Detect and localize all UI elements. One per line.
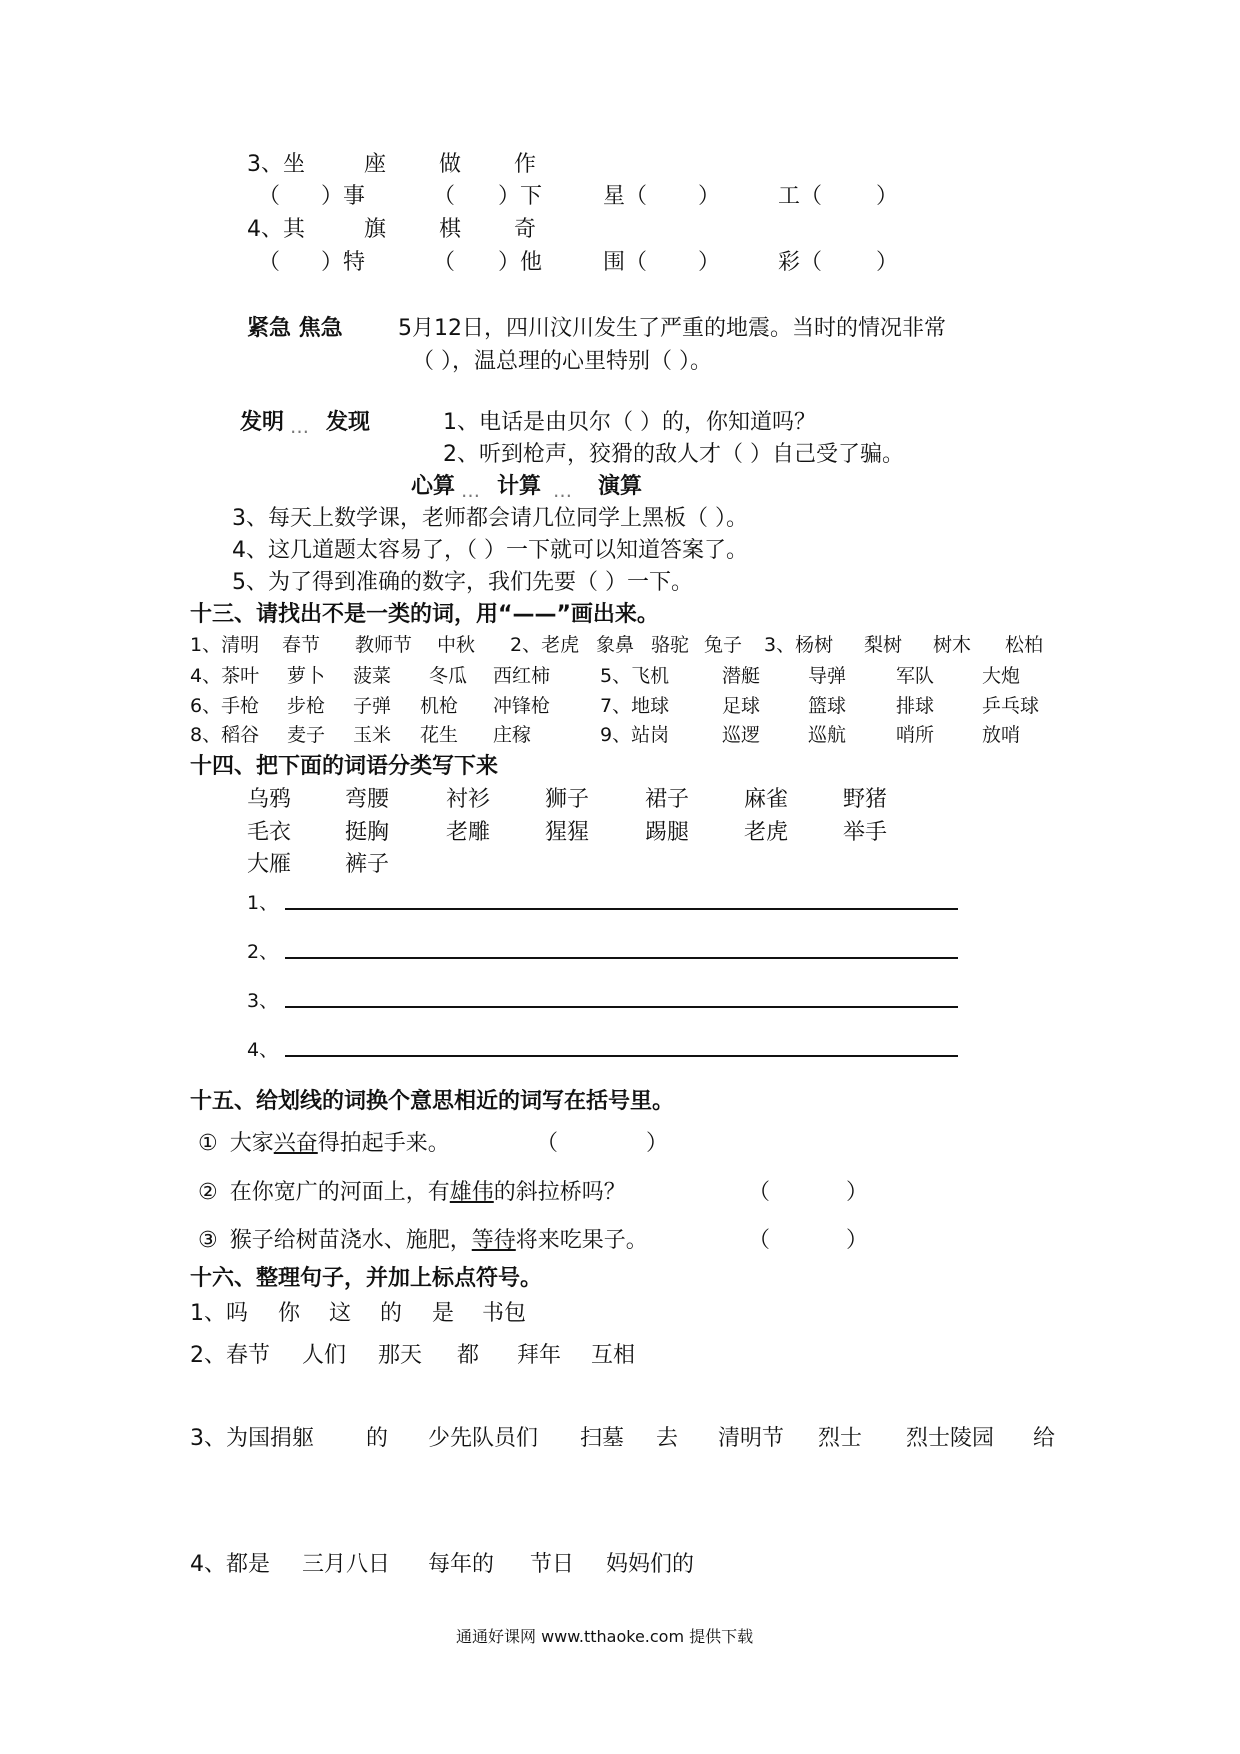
word-item: 军队 [896, 665, 935, 687]
ellipsis-dots: … [553, 480, 572, 502]
word-item: 野猪 [843, 787, 888, 812]
answer-line [285, 957, 958, 959]
word-item: 菠菜 [353, 665, 392, 687]
word-item: 子弹 [353, 695, 392, 717]
sentence-text: 大家 [229, 1131, 274, 1156]
section-15-title: 十五、给划线的词换个意思相近的词写在括号里。 [190, 1089, 675, 1114]
word-item: 2、老虎 [510, 634, 580, 656]
scrambled-word: 烈士 [818, 1426, 863, 1451]
sentence-text: 猴子给树苗浇水、施肥， [229, 1228, 472, 1253]
char-item: ） [876, 184, 899, 209]
bracket-open: （ [536, 1131, 559, 1156]
word-item: 乒乓球 [982, 695, 1040, 717]
word-item: 挺胸 [345, 820, 390, 845]
char-item: 彩（ [778, 250, 823, 275]
word-item: 麻雀 [744, 787, 789, 812]
word-item: 冬瓜 [429, 665, 468, 687]
char-item: 旗 [364, 217, 387, 242]
scrambled-word: 拜年 [517, 1343, 562, 1368]
sentence-text: 得拍起手来。 [317, 1131, 450, 1156]
bracket-close: ） [846, 1228, 869, 1253]
bracket-open: （ [748, 1180, 771, 1205]
scrambled-word: 清明节 [718, 1426, 785, 1451]
faming-question-1: 1、电话是由贝尔（ ）的，你知道吗？ [443, 410, 816, 435]
xinsuan-question-5: 5、为了得到准确的数字，我们先要（ ）一下。 [232, 570, 693, 595]
word-item: 春节 [282, 634, 321, 656]
footer-text: 通通好课网 www.tthaoke.com 提供下载 [456, 1627, 754, 1646]
word-item: 老雕 [446, 820, 491, 845]
word-item: 导弹 [808, 665, 847, 687]
word-item: 潜艇 [722, 665, 761, 687]
item-number: ① [198, 1131, 218, 1156]
answer-line-label: 4、 [247, 1039, 279, 1061]
word-item: 机枪 [420, 695, 459, 717]
scrambled-word: 给 [1033, 1426, 1056, 1451]
word-item: 教师节 [355, 634, 413, 656]
word-item: 9、站岗 [600, 724, 670, 746]
char-item: 星（ [603, 184, 648, 209]
word-item: 3、杨树 [764, 634, 834, 656]
sentence-text: 将来吃果子。 [515, 1228, 648, 1253]
bracket-close: ） [846, 1180, 869, 1205]
char-item: ）他 [498, 250, 543, 275]
answer-line [285, 908, 958, 910]
word-item: 举手 [843, 820, 888, 845]
word-pair-jinji: 紧急 焦急 [247, 316, 343, 341]
scrambled-word: 这 [329, 1301, 352, 1326]
word-item: 6、手枪 [190, 695, 260, 717]
word-item: 哨所 [896, 724, 935, 746]
word-item: 骆驼 [651, 634, 690, 656]
scrambled-word: 烈士陵园 [906, 1426, 995, 1451]
word-item: 衬衫 [446, 787, 491, 812]
scrambled-word: 是 [432, 1301, 455, 1326]
char-item: ） [698, 250, 721, 275]
underlined-word: 等待 [471, 1228, 516, 1253]
item-number: ③ [198, 1228, 218, 1253]
xinsuan-question-3: 3、每天上数学课，老师都会请几位同学上黑板（ ）。 [232, 506, 748, 531]
bracket-close: ） [646, 1131, 669, 1156]
scrambled-word: 的 [366, 1426, 389, 1451]
word-item: 象鼻 [596, 634, 635, 656]
scrambled-word: 2、春节 [190, 1343, 270, 1368]
char-item: 奇 [514, 217, 537, 242]
char-item: ）下 [498, 184, 543, 209]
char-item: （ [433, 250, 456, 275]
scrambled-word: 人们 [302, 1343, 347, 1368]
char-item: ） [876, 250, 899, 275]
word-jisuan: 计算 [497, 474, 542, 499]
word-item: 猩猩 [545, 820, 590, 845]
scrambled-word: 4、都是 [190, 1552, 270, 1577]
char-item: （ [433, 184, 456, 209]
char-item: 作 [514, 152, 537, 177]
char-item: 做 [439, 152, 462, 177]
scrambled-word: 三月八日 [302, 1552, 391, 1577]
scrambled-word: 书包 [482, 1301, 527, 1326]
jinji-sentence-line1: 5月12日，四川汶川发生了严重的地震。当时的情况非常 [398, 316, 946, 341]
word-item: 狮子 [545, 787, 590, 812]
synonym-item [198, 1129, 450, 1159]
word-item: 兔子 [704, 634, 743, 656]
word-item: 巡逻 [722, 724, 761, 746]
scrambled-word: 1、吗 [190, 1301, 248, 1326]
char-item: （ [258, 184, 281, 209]
word-item: 放哨 [982, 724, 1021, 746]
scrambled-word: 去 [656, 1426, 679, 1451]
char-item: 3、坐 [247, 152, 305, 177]
scrambled-word: 3、为国捐躯 [190, 1426, 314, 1451]
word-item: 弯腰 [345, 787, 390, 812]
scrambled-word: 你 [278, 1301, 301, 1326]
word-item: 5、飞机 [600, 665, 670, 687]
word-item: 松柏 [1005, 634, 1044, 656]
word-faming: 发明 [240, 410, 285, 435]
word-item: 8、稻谷 [190, 724, 260, 746]
scrambled-word: 都 [457, 1343, 480, 1368]
answer-line-label: 3、 [247, 990, 279, 1012]
scrambled-word: 每年的 [428, 1552, 495, 1577]
char-item: ）事 [321, 184, 366, 209]
word-item: 1、清明 [190, 634, 260, 656]
answer-line-label: 1、 [247, 892, 279, 914]
ellipsis-dots: … [461, 480, 480, 502]
word-item: 足球 [722, 695, 761, 717]
word-item: 大雁 [247, 852, 292, 877]
scrambled-word: 节日 [530, 1552, 575, 1577]
word-item: 4、茶叶 [190, 665, 260, 687]
xinsuan-question-4: 4、这几道题太容易了，（ ）一下就可以知道答案了。 [232, 538, 748, 563]
word-item: 巡航 [808, 724, 847, 746]
word-faxian: 发现 [326, 410, 371, 435]
word-xinsuan: 心算 [411, 474, 456, 499]
word-item: 篮球 [808, 695, 847, 717]
ellipsis-dots: … [290, 416, 309, 438]
underlined-word: 兴奋 [273, 1131, 318, 1156]
scrambled-word: 互相 [591, 1343, 636, 1368]
answer-line [285, 1006, 958, 1008]
word-item: 梨树 [864, 634, 903, 656]
word-item: 玉米 [353, 724, 392, 746]
scrambled-word: 的 [380, 1301, 403, 1326]
word-item: 7、地球 [600, 695, 670, 717]
word-item: 麦子 [287, 724, 326, 746]
word-item: 乌鸦 [247, 787, 292, 812]
section-13-title: 十三、请找出不是一类的词，用“——”画出来。 [190, 602, 659, 627]
item-number: ② [198, 1180, 218, 1205]
word-item: 排球 [896, 695, 935, 717]
bracket-open: （ [748, 1228, 771, 1253]
word-item: 西红柿 [493, 665, 551, 687]
word-item: 大炮 [982, 665, 1021, 687]
scrambled-word: 扫墓 [580, 1426, 625, 1451]
word-item: 萝卜 [287, 665, 326, 687]
answer-line-label: 2、 [247, 941, 279, 963]
char-item: 棋 [439, 217, 462, 242]
char-item: ）特 [321, 250, 366, 275]
char-item: 座 [364, 152, 387, 177]
faming-question-2: 2、听到枪声，狡猾的敌人才（ ）自己受了骗。 [443, 442, 904, 467]
scrambled-word: 妈妈们的 [606, 1552, 695, 1577]
synonym-item [198, 1226, 648, 1256]
word-item: 踢腿 [645, 820, 690, 845]
word-item: 冲锋枪 [493, 695, 551, 717]
underlined-word: 雄伟 [449, 1180, 494, 1205]
char-item: ） [698, 184, 721, 209]
sentence-text: 的斜拉桥吗？ [493, 1180, 626, 1205]
answer-line [285, 1055, 958, 1057]
char-item: （ [258, 250, 281, 275]
word-item: 裤子 [345, 852, 390, 877]
char-item: 4、其 [247, 217, 305, 242]
scrambled-word: 那天 [378, 1343, 423, 1368]
word-item: 树木 [933, 634, 972, 656]
word-item: 步枪 [287, 695, 326, 717]
char-item: 围（ [603, 250, 648, 275]
word-item: 花生 [420, 724, 459, 746]
section-14-title: 十四、把下面的词语分类写下来 [190, 754, 499, 779]
scrambled-word: 少先队员们 [428, 1426, 539, 1451]
word-item: 庄稼 [493, 724, 532, 746]
word-item: 老虎 [744, 820, 789, 845]
word-yansuan: 演算 [598, 474, 643, 499]
char-item: 工（ [778, 184, 823, 209]
word-item: 中秋 [437, 634, 476, 656]
jinji-sentence-line2: （ ），温总理的心里特别（ ）。 [412, 349, 712, 374]
synonym-item [198, 1178, 626, 1208]
word-item: 裙子 [645, 787, 690, 812]
word-item: 毛衣 [247, 820, 292, 845]
section-16-title: 十六、整理句子，并加上标点符号。 [190, 1266, 543, 1291]
sentence-text: 在你宽广的河面上，有 [229, 1180, 450, 1205]
